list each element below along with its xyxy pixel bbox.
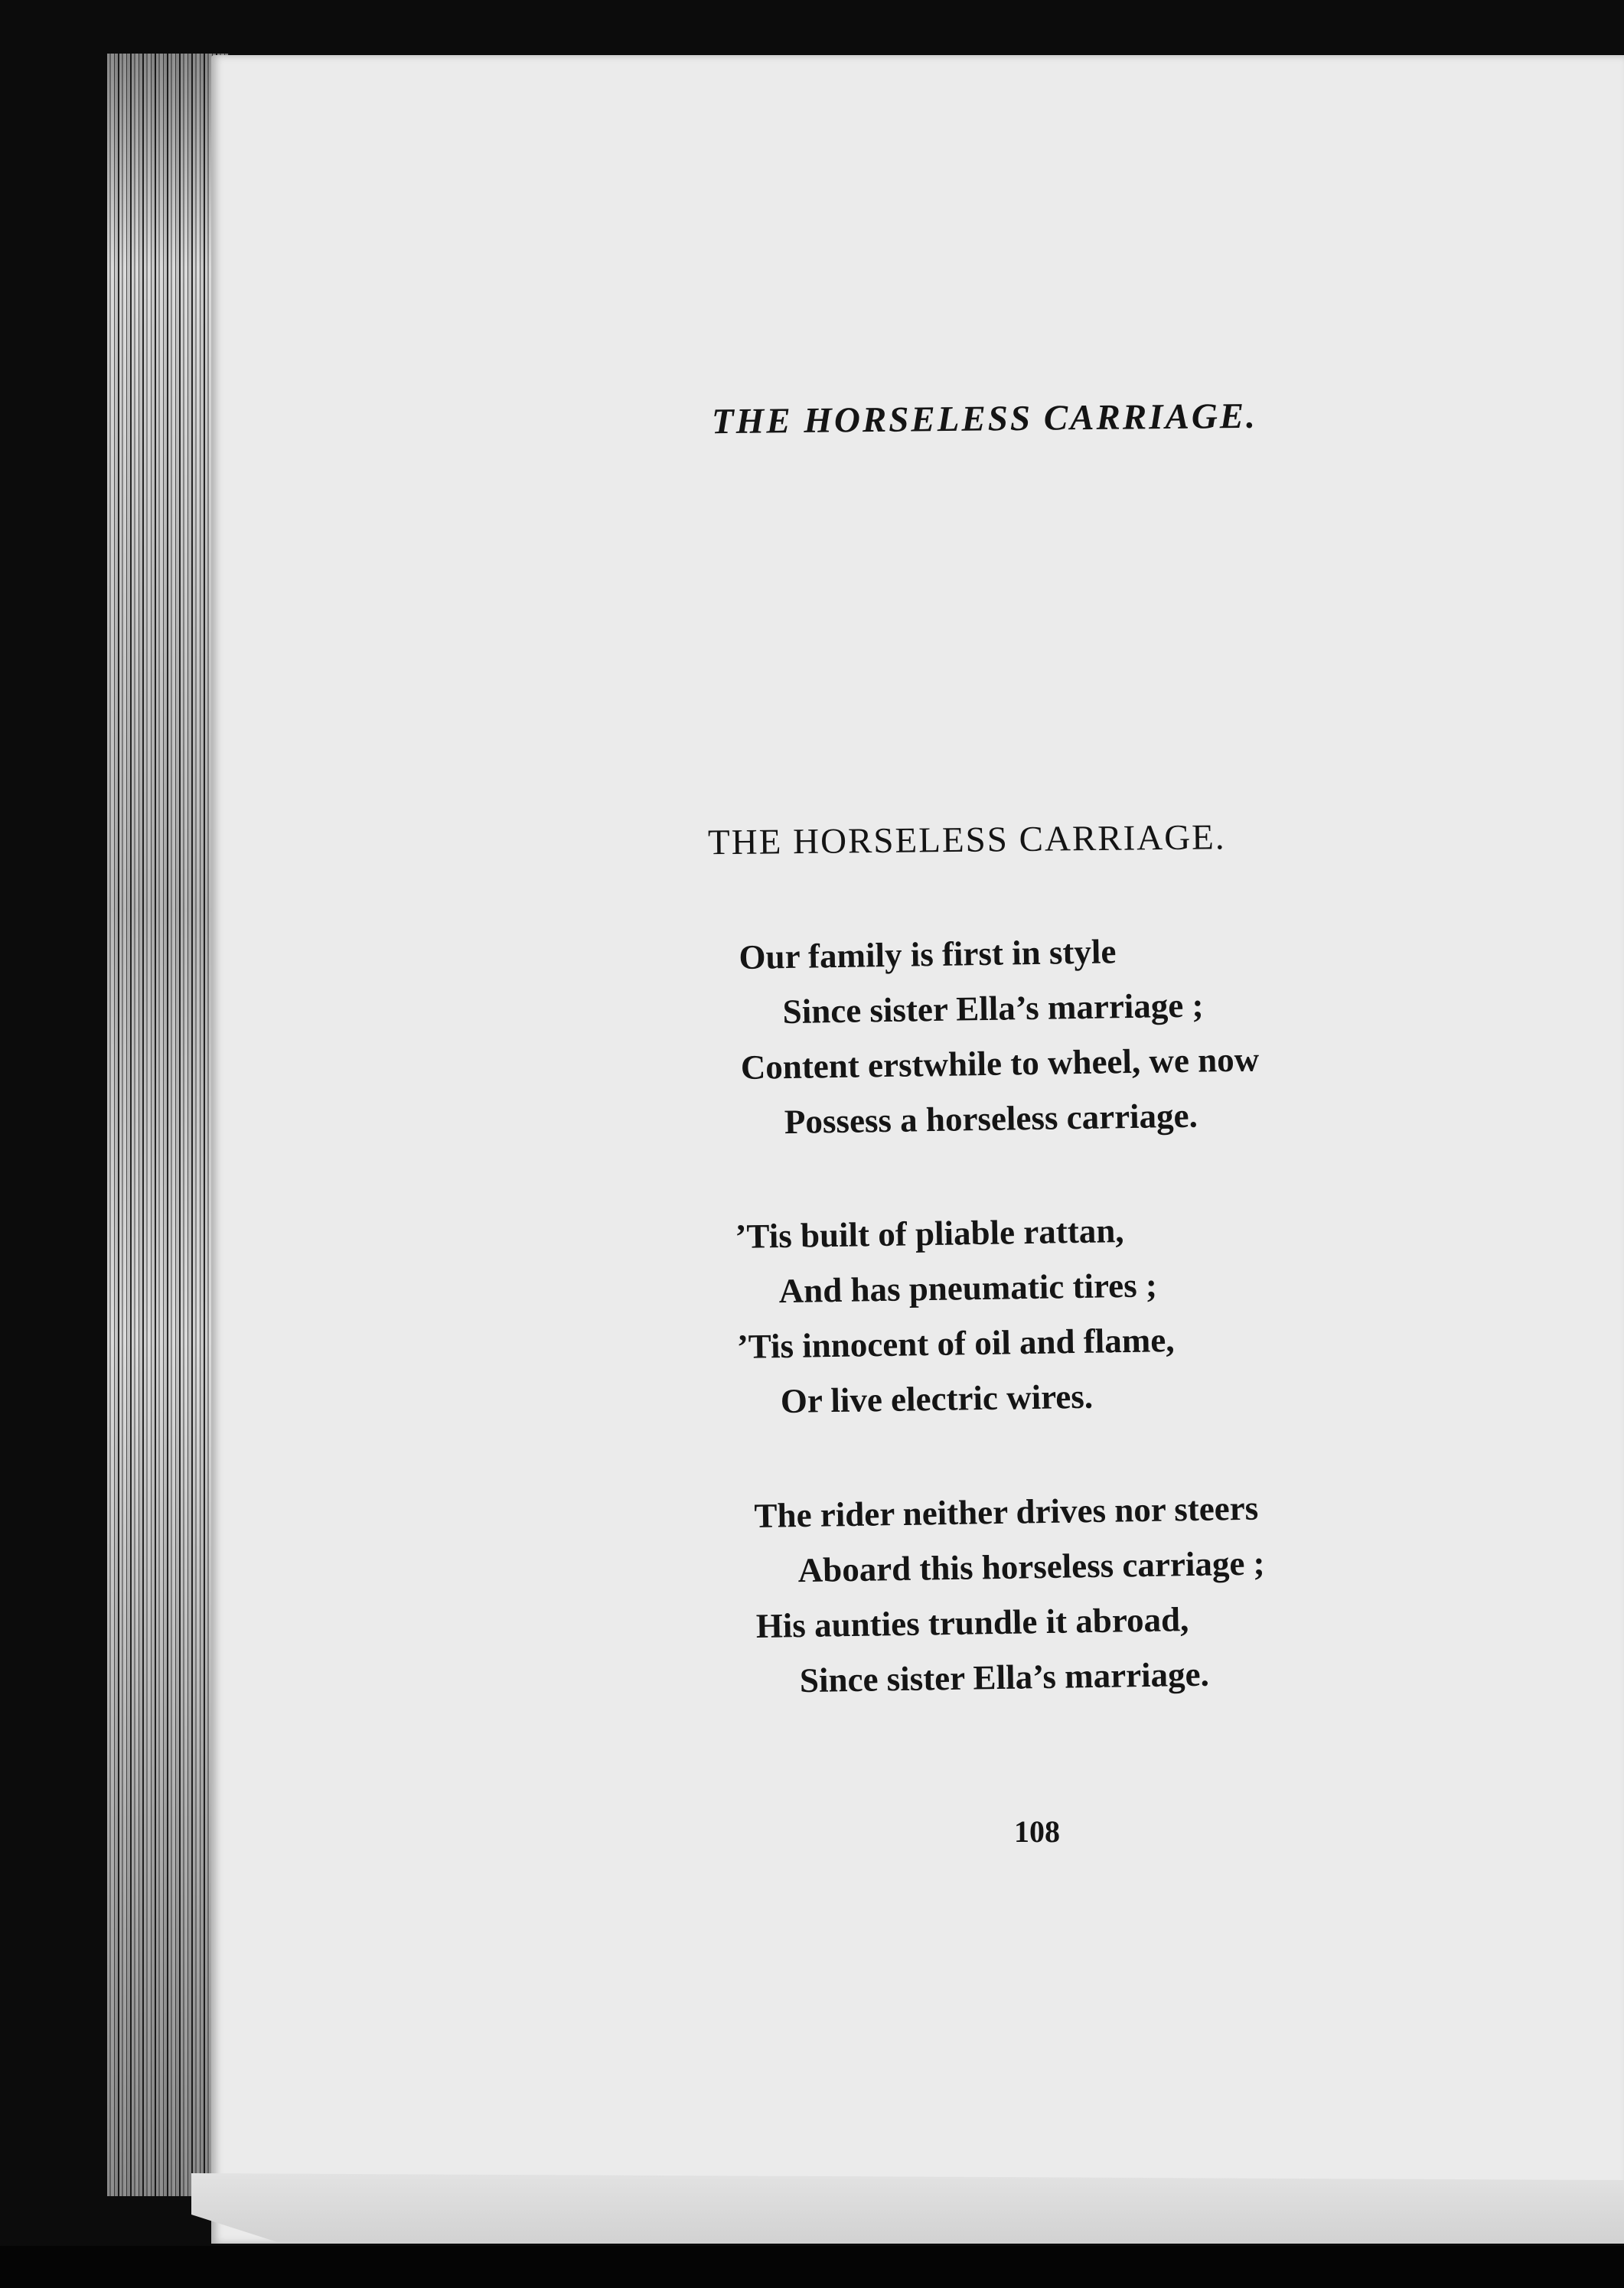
poem-line: The rider neither drives nor steers bbox=[754, 1488, 1259, 1535]
poem-line: Or live electric wires. bbox=[780, 1377, 1094, 1421]
poem-line: Content erstwhile to wheel, we now bbox=[740, 1040, 1260, 1087]
poem-line: Since sister Ella’s marriage ; bbox=[782, 986, 1204, 1032]
stanza-1 bbox=[739, 921, 1260, 1150]
page-paper bbox=[211, 55, 1624, 2244]
stanza-2 bbox=[735, 1202, 1176, 1429]
poem-line: Our family is first in style bbox=[739, 932, 1117, 976]
poem-line: And has pneumatic tires ; bbox=[778, 1266, 1158, 1311]
poem-line: ’Tis innocent of oil and flame, bbox=[736, 1321, 1175, 1366]
poem-line: Aboard this horseless carriage ; bbox=[797, 1543, 1265, 1590]
poem-title: THE HORSELESS CARRIAGE. bbox=[707, 817, 1226, 863]
poem-line: Since sister Ella’s marriage. bbox=[799, 1654, 1210, 1700]
poem-line: ’Tis built of pliable rattan, bbox=[735, 1211, 1124, 1256]
scan-bottom-border bbox=[0, 2246, 1624, 2288]
page-bottom-edge bbox=[191, 2173, 1624, 2242]
stanza-3 bbox=[754, 1481, 1267, 1709]
running-head: THE HORSELESS CARRIAGE. bbox=[711, 396, 1258, 442]
poem-line: His aunties trundle it abroad, bbox=[755, 1600, 1189, 1645]
page-number: 108 bbox=[1014, 1814, 1060, 1849]
poem-line: Possess a horseless carriage. bbox=[784, 1096, 1198, 1142]
